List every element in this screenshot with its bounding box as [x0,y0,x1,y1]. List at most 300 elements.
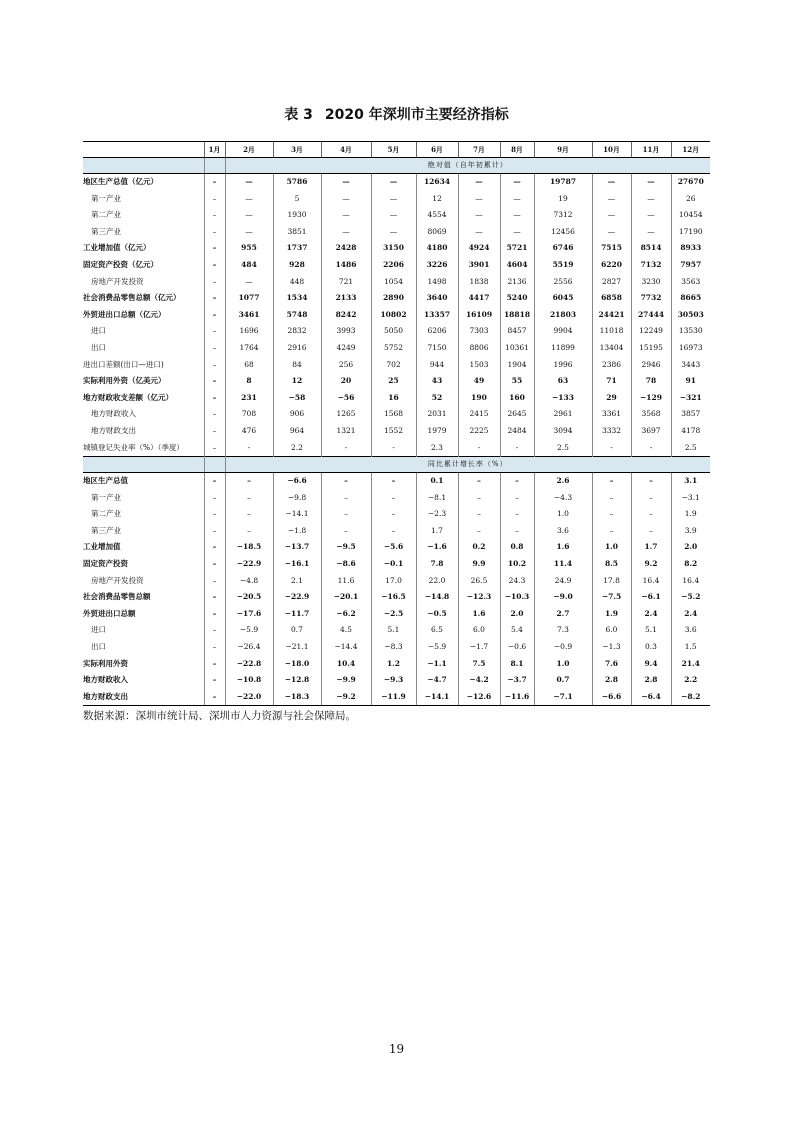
month-header: 7月 [458,142,500,158]
row-label: 工业增加值（亿元） [83,243,151,253]
row-label: 外贸进出口总额 [83,608,136,618]
value-cell: 1.0 [592,539,631,556]
value-cell: 2645 [500,406,534,423]
value-cell: −3.7 [500,672,534,689]
value-cell: −20.1 [321,589,371,606]
value-cell: 5.4 [500,622,534,639]
value-cell: 4.5 [321,622,371,639]
value-cell: 24.3 [500,573,534,590]
value-cell: – [225,523,273,540]
row-label: 进出口差额(出口—进口) [83,359,164,369]
value-cell: 906 [273,406,321,423]
value-cell: 13404 [592,340,631,357]
table-row [83,307,710,324]
value-cell: 78 [631,373,671,390]
value-cell: — [371,191,416,208]
value-cell: 2.3 [416,440,458,457]
value-cell: 2.4 [671,606,710,623]
value-cell: 702 [371,357,416,374]
value-cell: 3857 [671,406,710,423]
value-cell: −16.5 [371,589,416,606]
value-cell: — [321,207,371,224]
table-row [83,440,710,457]
value-cell: −14.1 [273,506,321,523]
table-row [83,290,710,307]
value-cell: 1.9 [671,506,710,523]
value-cell: 2.8 [592,672,631,689]
value-cell: 71 [592,373,631,390]
value-cell: – [204,656,225,673]
value-cell: 7312 [534,207,592,224]
value-cell: −5.2 [671,589,710,606]
value-cell: 43 [416,373,458,390]
month-header: 5月 [371,142,416,158]
value-cell: 91 [671,373,710,390]
value-cell: 19 [534,191,592,208]
value-cell: – [321,490,371,507]
value-cell: 1.6 [458,606,500,623]
table-row [83,523,710,540]
month-header: 8月 [500,142,534,158]
value-cell: 7303 [458,323,500,340]
value-cell: −26.4 [225,639,273,656]
row-label: 固定资产投资 [83,559,128,569]
value-cell: – [500,490,534,507]
value-cell: 8.5 [592,556,631,573]
value-cell: 1.9 [592,606,631,623]
value-cell: −58 [273,390,321,407]
value-cell: — [592,224,631,241]
value-cell: 1904 [500,357,534,374]
value-cell: 3094 [534,423,592,440]
value-cell: 1996 [534,357,592,374]
value-cell: 6220 [592,257,631,274]
value-cell: – [371,490,416,507]
value-cell: 10802 [371,307,416,324]
value-cell: −6.6 [273,473,321,490]
value-cell: −9.5 [321,539,371,556]
row-label: 地方财政支出 [91,425,136,435]
value-cell: 1534 [273,290,321,307]
value-cell: 4417 [458,290,500,307]
value-cell: −10.3 [500,589,534,606]
row-label: 第一产业 [91,193,121,203]
value-cell: 21803 [534,307,592,324]
value-cell: – [204,440,225,457]
row-label: 进口 [91,326,106,336]
value-cell: – [321,506,371,523]
value-cell: 12 [273,373,321,390]
value-cell: – [204,423,225,440]
value-cell: 8806 [458,340,500,357]
value-cell: - [500,440,534,457]
source-note: 数据来源：深圳市统计局、深圳市人力资源与社会保障局。 [83,710,356,722]
value-cell: – [631,523,671,540]
value-cell: — [592,191,631,208]
value-cell: — [371,224,416,241]
value-cell: – [204,573,225,590]
value-cell: −17.6 [225,606,273,623]
value-cell: 928 [273,257,321,274]
value-cell: 9904 [534,323,592,340]
value-cell: - [592,440,631,457]
value-cell: 955 [225,240,273,257]
value-cell: 1.0 [534,656,592,673]
value-cell: 2946 [631,357,671,374]
value-cell: – [204,357,225,374]
value-cell: 6858 [592,290,631,307]
value-cell: — [458,207,500,224]
value-cell: 17190 [671,224,710,241]
value-cell: 2.2 [671,672,710,689]
value-cell: 3461 [225,307,273,324]
value-cell: 7.8 [416,556,458,573]
value-cell: – [371,523,416,540]
row-label: 第二产业 [91,509,121,519]
value-cell: −22.0 [225,689,273,706]
value-cell: −22.9 [225,556,273,573]
value-cell: – [204,274,225,291]
value-cell: 1.2 [371,656,416,673]
value-cell: 2.0 [500,606,534,623]
value-cell: −3.1 [671,490,710,507]
value-cell: −4.2 [458,672,500,689]
table-row [83,357,710,374]
value-cell: −8.1 [416,490,458,507]
value-cell: −0.5 [416,606,458,623]
value-cell: – [631,506,671,523]
table-row [83,191,710,208]
value-cell: 708 [225,406,273,423]
value-cell: 2916 [273,340,321,357]
row-label: 进口 [91,625,106,635]
value-cell: – [500,506,534,523]
value-cell: 84 [273,357,321,374]
month-header: 9月 [534,142,592,158]
value-cell: 2133 [321,290,371,307]
value-cell: −4.7 [416,672,458,689]
value-cell: 7732 [631,290,671,307]
value-cell: 3.1 [671,473,710,490]
row-label: 社会消费品零售总额（亿元） [83,293,181,303]
value-cell: — [458,191,500,208]
value-cell: – [204,191,225,208]
value-cell: 2428 [321,240,371,257]
section-title: 同比累计增长率（%） [225,457,710,473]
value-cell: 2415 [458,406,500,423]
value-cell: 2.6 [534,473,592,490]
value-cell: 2484 [500,423,534,440]
value-cell: 1737 [273,240,321,257]
value-cell: – [458,490,500,507]
value-cell: - [458,440,500,457]
value-cell: −5.9 [225,622,273,639]
value-cell: 8933 [671,240,710,257]
value-cell: – [592,506,631,523]
row-label: 固定资产投资（亿元） [83,259,158,269]
value-cell: 29 [592,390,631,407]
value-cell: 3226 [416,257,458,274]
value-cell: 11899 [534,340,592,357]
value-cell: −8.2 [671,689,710,706]
value-cell: 2386 [592,357,631,374]
value-cell: – [321,523,371,540]
value-cell: 3640 [416,290,458,307]
value-cell: – [204,307,225,324]
row-label: 房地产开发投资 [91,575,144,585]
value-cell: — [500,207,534,224]
economic-indicators-table [83,141,710,706]
value-cell: 12 [416,191,458,208]
value-cell: 1503 [458,357,500,374]
value-cell: −14.1 [416,689,458,706]
value-cell: 21.4 [671,656,710,673]
value-cell: 1.5 [671,639,710,656]
value-cell: — [225,274,273,291]
value-cell: 8665 [671,290,710,307]
value-cell: 4249 [321,340,371,357]
table-row [83,689,710,706]
value-cell: – [204,406,225,423]
value-cell: – [631,490,671,507]
value-cell: — [500,191,534,208]
value-cell: 5786 [273,174,321,191]
value-cell: 9.9 [458,556,500,573]
value-cell: 964 [273,423,321,440]
value-cell: −2.3 [416,506,458,523]
value-cell: 2961 [534,406,592,423]
value-cell: −6.4 [631,689,671,706]
value-cell: 944 [416,357,458,374]
value-cell: 448 [273,274,321,291]
row-label: 房地产开发投资 [91,276,144,286]
value-cell: 160 [500,390,534,407]
table-row [83,672,710,689]
value-cell: — [458,174,500,191]
value-cell: — [500,224,534,241]
row-label: 第二产业 [91,210,121,220]
value-cell: 17.8 [592,573,631,590]
value-cell: 0.3 [631,639,671,656]
value-cell: — [631,174,671,191]
value-cell: – [204,622,225,639]
value-cell: 8 [225,373,273,390]
value-cell: −11.7 [273,606,321,623]
value-cell: 3563 [671,274,710,291]
value-cell: – [204,606,225,623]
value-cell: 13357 [416,307,458,324]
value-cell: −18.0 [273,656,321,673]
value-cell: – [204,556,225,573]
row-label: 第三产业 [91,525,121,535]
page-number: 19 [388,1042,405,1056]
value-cell: — [225,174,273,191]
table-row [83,274,710,291]
value-cell: 2832 [273,323,321,340]
value-cell: – [204,523,225,540]
value-cell: – [204,340,225,357]
value-cell: – [204,639,225,656]
value-cell: 24421 [592,307,631,324]
month-header: 10月 [592,142,631,158]
value-cell: −11.6 [500,689,534,706]
value-cell: – [631,473,671,490]
value-cell: 1.0 [534,506,592,523]
value-cell: −5.6 [371,539,416,556]
value-cell: −11.9 [371,689,416,706]
value-cell: — [225,191,273,208]
value-cell: 7515 [592,240,631,257]
value-cell: 5748 [273,307,321,324]
value-cell: – [204,589,225,606]
table-row [83,373,710,390]
section-blank-cell [204,457,225,473]
row-label: 地方财政收入 [91,409,136,419]
value-cell: 2.5 [534,440,592,457]
value-cell: 1552 [371,423,416,440]
value-cell: 16 [371,390,416,407]
value-cell: - [225,440,273,457]
value-cell: −6.6 [592,689,631,706]
section-label-blank [83,457,204,473]
value-cell: 1.6 [534,539,592,556]
value-cell: 1838 [458,274,500,291]
value-cell: – [204,689,225,706]
value-cell: — [225,207,273,224]
value-cell: 6.5 [416,622,458,639]
value-cell: – [458,506,500,523]
value-cell: 2.1 [273,573,321,590]
value-cell: 63 [534,373,592,390]
value-cell: – [204,373,225,390]
value-cell: −1.1 [416,656,458,673]
value-cell: 3.6 [534,523,592,540]
value-cell: −7.5 [592,589,631,606]
value-cell: 2.7 [534,606,592,623]
value-cell: 11018 [592,323,631,340]
value-cell: 5240 [500,290,534,307]
value-cell: 15195 [631,340,671,357]
table-title-text: 2020 年深圳市主要经济指标 [324,107,509,123]
value-cell: 190 [458,390,500,407]
table-row [83,473,710,490]
row-label: 第三产业 [91,226,121,236]
value-cell: 16109 [458,307,500,324]
value-cell: 6746 [534,240,592,257]
value-cell: 19787 [534,174,592,191]
value-cell: 16.4 [631,573,671,590]
month-header: 12月 [671,142,710,158]
value-cell: 1764 [225,340,273,357]
value-cell: −10.8 [225,672,273,689]
value-cell: 3851 [273,224,321,241]
table-row [83,622,710,639]
value-cell: 3993 [321,323,371,340]
value-cell: 49 [458,373,500,390]
value-cell: – [458,473,500,490]
value-cell: −22.9 [273,589,321,606]
value-cell: 12456 [534,224,592,241]
value-cell: 2556 [534,274,592,291]
value-cell: 3361 [592,406,631,423]
value-cell: 2.8 [631,672,671,689]
value-cell: — [321,191,371,208]
value-cell: 231 [225,390,273,407]
row-label: 出口 [91,342,106,352]
value-cell: – [225,506,273,523]
table-row [83,639,710,656]
value-cell: 8069 [416,224,458,241]
value-cell: – [204,290,225,307]
value-cell: 484 [225,257,273,274]
value-cell: 11.4 [534,556,592,573]
value-cell: 5050 [371,323,416,340]
value-cell: – [500,523,534,540]
section-header-row [83,158,710,174]
value-cell: 1498 [416,274,458,291]
value-cell: 1486 [321,257,371,274]
value-cell: 8514 [631,240,671,257]
value-cell: −12.3 [458,589,500,606]
row-label: 地区生产总值（亿元） [83,177,158,186]
value-cell: −22.8 [225,656,273,673]
value-cell: −12.6 [458,689,500,706]
value-cell: −9.9 [321,672,371,689]
table-row [83,406,710,423]
value-cell: 3443 [671,357,710,374]
value-cell: 0.7 [273,622,321,639]
value-cell: 26.5 [458,573,500,590]
value-cell: 3.6 [671,622,710,639]
month-header: 6月 [416,142,458,158]
value-cell: 22.0 [416,573,458,590]
value-cell: — [631,207,671,224]
section-header-row [83,457,710,473]
value-cell: −14.4 [321,639,371,656]
row-label: 地方财政收入 [83,675,128,685]
value-cell: 2136 [500,274,534,291]
value-cell: 10361 [500,340,534,357]
value-cell: 256 [321,357,371,374]
value-cell: 8.2 [671,556,710,573]
row-label: 实际利用外资 [83,658,128,668]
value-cell: 3901 [458,257,500,274]
table-row [83,340,710,357]
value-cell: – [225,473,273,490]
table-row [83,323,710,340]
value-cell: — [592,174,631,191]
value-cell: 2225 [458,423,500,440]
value-cell: 5 [273,191,321,208]
value-cell: 6.0 [458,622,500,639]
value-cell: 0.1 [416,473,458,490]
value-cell: 27670 [671,174,710,191]
value-cell: −6.1 [631,589,671,606]
value-cell: – [204,506,225,523]
value-cell: — [631,191,671,208]
value-cell: 10.4 [321,656,371,673]
row-label: 工业增加值 [83,542,121,552]
value-cell: – [204,174,225,191]
value-cell: −7.1 [534,689,592,706]
value-cell: 4924 [458,240,500,257]
value-cell: 4178 [671,423,710,440]
table-row [83,207,710,224]
section-title: 绝对值（自年初累计） [225,158,710,174]
value-cell: 1930 [273,207,321,224]
value-cell: 1.7 [416,523,458,540]
value-cell: −133 [534,390,592,407]
